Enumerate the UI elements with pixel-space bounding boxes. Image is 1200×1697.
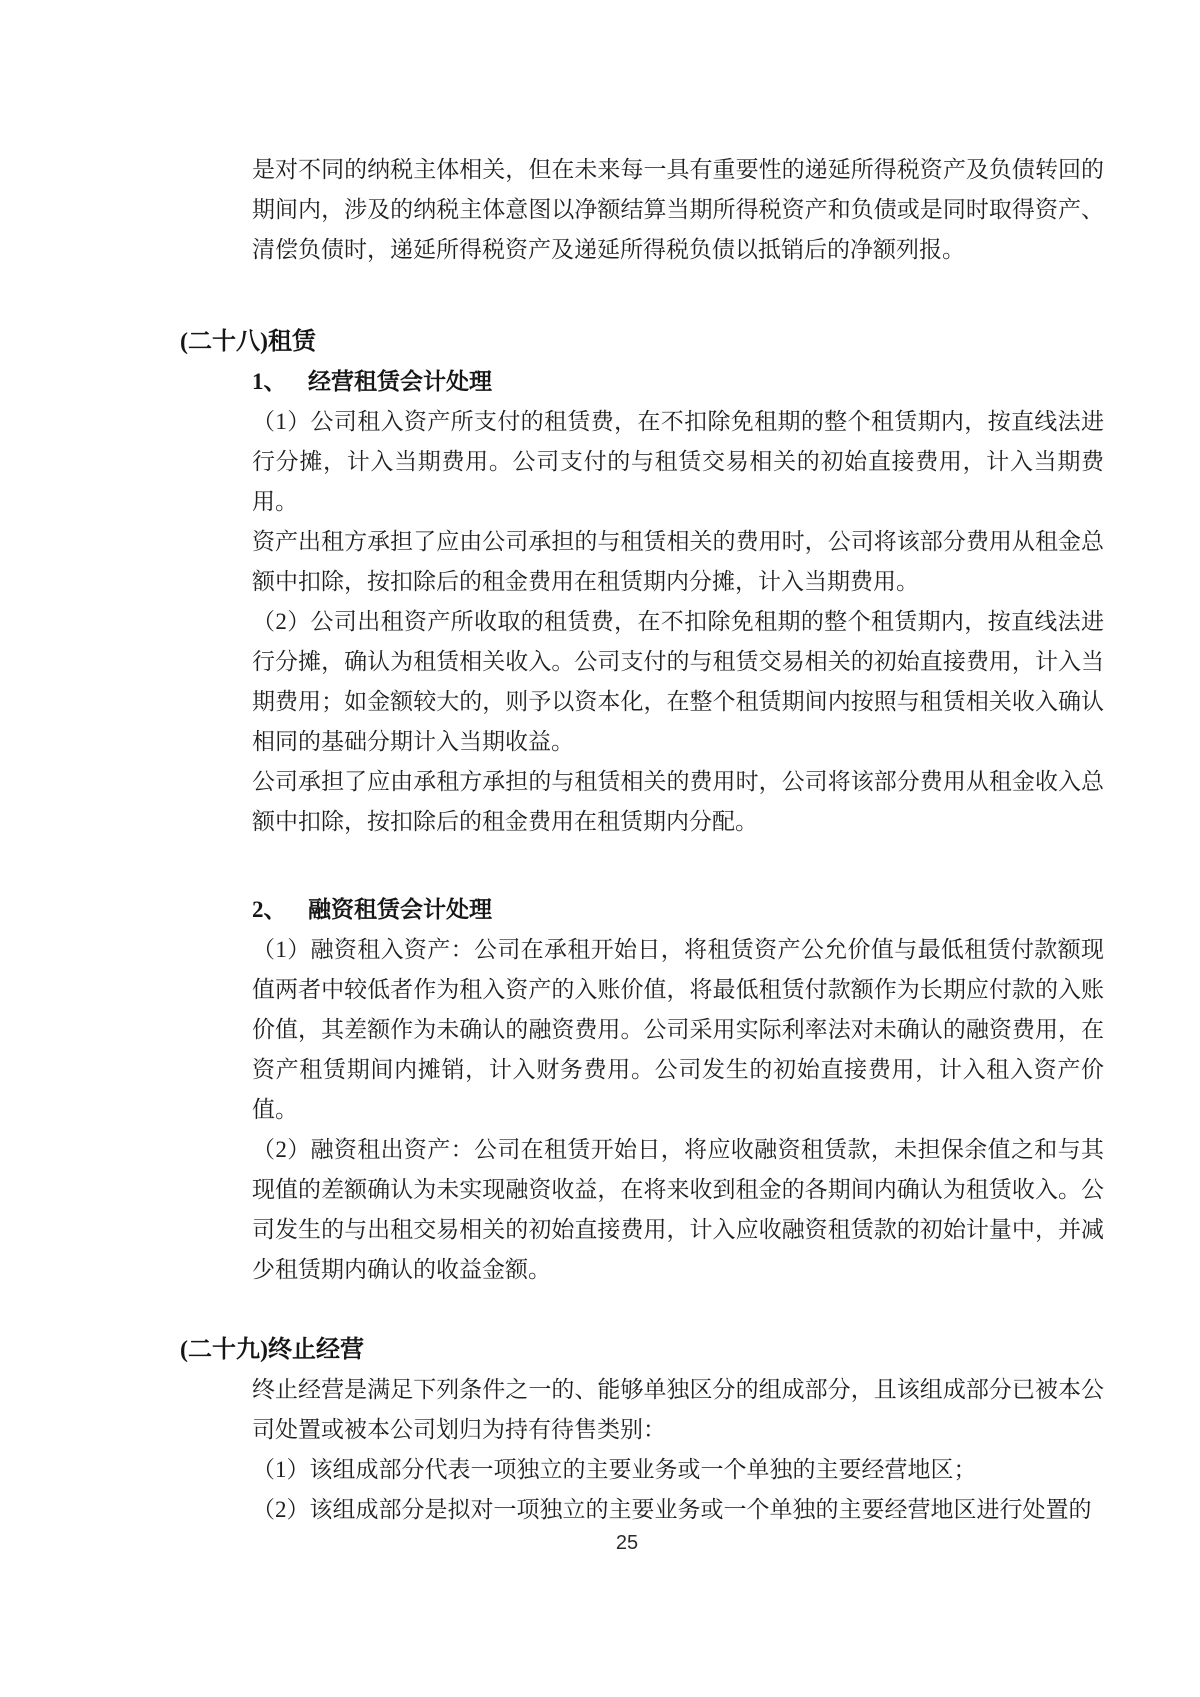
paragraph-operating-lease-1: （1）公司租入资产所支付的租赁费，在不扣除免租期的整个租赁期内，按直线法进行分摊，计入当期费用。公司支付的与租赁交易相关的初始直接费用，计入当期费用。 — [252, 409, 1104, 514]
subsection-title: 融资租赁会计处理 — [308, 897, 492, 922]
page-number: 25 — [615, 1532, 639, 1554]
document-content — [180, 150, 1104, 1530]
paragraph-operating-lease-4: 公司承担了应由承租方承担的与租赁相关的费用时，公司将该部分费用从租金收入总额中扣除，按扣除后的租金费用在租赁期内分配。 — [252, 769, 1104, 834]
subsection-number: 1、 — [252, 369, 287, 394]
paragraph-discontinued-2: （1）该组成部分代表一项独立的主要业务或一个单独的主要经营地区； — [252, 1457, 977, 1482]
paragraph-discontinued-3: （2）该组成部分是拟对一项独立的主要业务或一个单独的主要经营地区进行处置的 — [252, 1497, 1092, 1522]
paragraph-operating-lease-2: 资产出租方承担了应由公司承担的与租赁相关的费用时，公司将该部分费用从租金总额中扣除，按扣除后的租金费用在租赁期内分摊，计入当期费用。 — [252, 529, 1104, 594]
intro-paragraph: 是对不同的纳税主体相关，但在未来每一具有重要性的递延所得税资产及负债转回的期间内，涉及的纳税主体意图以净额结算当期所得税资产和负债或是同时取得资产、清偿负债时，递延所得税资产及递延所得税负债以抵销后的净额列报。 — [252, 157, 1104, 262]
section-heading-lease: (二十八)租赁 — [180, 329, 316, 355]
subsection-title: 经营租赁会计处理 — [308, 369, 492, 394]
subsection-heading-finance-lease — [252, 890, 1100, 930]
paragraph-finance-lease-2: （2）融资租出资产：公司在租赁开始日，将应收融资租赁款，未担保余值之和与其现值的差额确认为未实现融资收益，在将来收到租金的各期间内确认为租赁收入。公司发生的与出租交易相关的初始直接费用，计入应收融资租赁款的初始计量中，并减少租赁期内确认的收益金额。 — [252, 1137, 1104, 1282]
paragraph-discontinued-1: 终止经营是满足下列条件之一的、能够单独区分的组成部分，且该组成部分已被本公司处置或被本公司划归为持有待售类别： — [252, 1377, 1104, 1442]
subsection-number: 2、 — [252, 897, 287, 922]
paragraph-operating-lease-3: （2）公司出租资产所收取的租赁费，在不扣除免租期的整个租赁期内，按直线法进行分摊，确认为租赁相关收入。公司支付的与租赁交易相关的初始直接费用，计入当期费用；如金额较大的，则予以资本化，在整个租赁期间内按照与租赁相关收入确认相同的基础分期计入当期收益。 — [252, 609, 1104, 754]
section-heading-discontinued-operations: (二十九)终止经营 — [180, 1337, 364, 1363]
paragraph-finance-lease-1: （1）融资租入资产：公司在承租开始日，将租赁资产公允价值与最低租赁付款额现值两者中较低者作为租入资产的入账价值，将最低租赁付款额作为长期应付款的入账价值，其差额作为未确认的融资费用。公司采用实际利率法对未确认的融资费用，在资产租赁期间内摊销，计入财务费用。公司发生的初始直接费用，计入租入资产价值。 — [252, 937, 1104, 1122]
subsection-heading-operating-lease — [252, 362, 1100, 402]
